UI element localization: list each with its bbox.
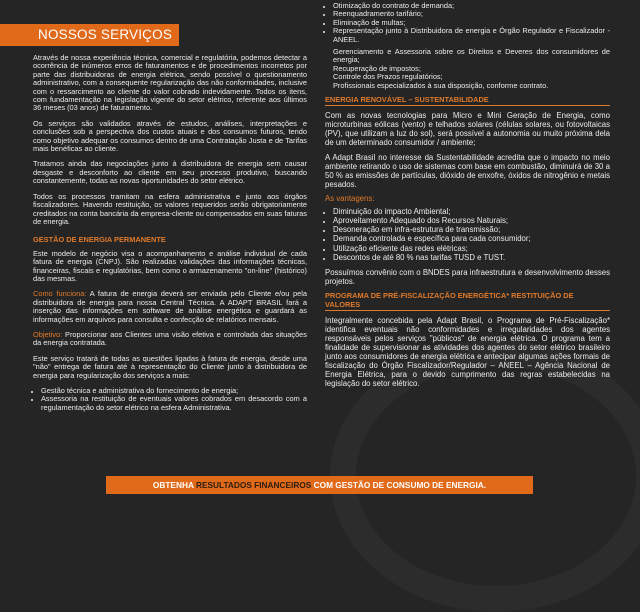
vantagens-list	[325, 207, 610, 262]
footer-banner	[106, 476, 533, 494]
list-item: • Otimização do contrato de demanda;	[333, 2, 610, 10]
services-sub-list	[325, 48, 610, 90]
gestao-bullet-list	[33, 387, 307, 412]
list-item: • Utilização eficiente das redes elétricas;	[333, 244, 610, 253]
page-title: NOSSOS SERVIÇOS	[0, 24, 179, 46]
prefiscalizacao-paragraph: Integralmente concebida pela Adapt Brasil, o Programa de Pré-Fiscalização* identifica eventuais não conformidades e irregularidades dos agentes responsáveis pelos serviços "públicos" de energia elétrica. O programa tem a finalidade de supervisionar as atividades dos agentes do setor elétrico brasileiro junto aos consumidores de energia elétrica e antecipar algumas ações formais de fiscalização do Órgão Fiscalizador/Regulador – ANEEL – Agência Nacional de Energia Elétrica, para o devido cumprimento das regras estabelecidas na legislação do setor elétrico.	[325, 315, 610, 388]
list-item: • Demanda controlada e específica para cada consumidor;	[333, 234, 610, 243]
renovavel-paragraph-1: Com as novas tecnologias para Micro e Mini Geração de Energia, como microturbinas eólicas (vento) e telhados solares (células solares, ou fotovoltaicas (PV), que utilizam a luz do sol), será possível a autonomia ou muito próxima dela de um determinado consumidor / ambiente;	[325, 111, 610, 148]
footer-text-part-1: OBTENHA	[152, 480, 196, 490]
objetivo-paragraph	[33, 331, 307, 348]
list-item: • Eliminação de multas;	[333, 19, 610, 27]
intro-paragraph-3: Tratamos ainda das negociações junto à distribuidora de energia sem causar desgaste e desconforto ao cliente em seu processo produtivo, buscando constantemente, todas as novas oportunidades do setor elétrico.	[33, 159, 307, 186]
list-item: Gerenciamento e Assessoria sobre os Direitos e Deveres dos consumidores de energia;	[333, 47, 610, 65]
intro-paragraph-1: Através de nossa experiência técnica, comercial e regulatória, podemos detectar a ocorrência de inúmeros erros de faturamentos e de procedimentos incorretos por parte das distribuidoras de energia elétrica, sendo possível o questionamento administrativo, com a consequente regularização das não conformidades, inclusive com o ressarcimento ao cliente do valor cobrado indevidamente. Todos os itens, com fundamentação na legislação vigente do setor elétrico, referente aos últimos 36 meses (03 anos) de faturamento.	[33, 53, 307, 113]
renovavel-paragraph-2: A Adapt Brasil no interesse da Sustentabilidade acredita que o impacto no meio ambiente retirando o uso de sistemas com base em combustão, diminuirá de 30 a 50 % as emissões de partículas, dióxido de enxofre, óxidos de nitrogênio e metais pesados.	[325, 153, 610, 190]
como-funciona-text: A fatura de energia deverá ser enviada pelo Cliente e/ou pela distribuidora de energia para nossa Central Técnica. A ADAPT BRASIL fará a inserção das informações em software de análise energética e guardará as informações em arquivos para consulta e confecção de relatórios mensais.	[33, 289, 307, 324]
objetivo-text: Proporcionar aos Clientes uma visão efetiva e controlada das situações da energia contratada.	[33, 329, 307, 348]
gestao-paragraph-1: Este modelo de negócio visa o acompanhamento e análise individual de cada fatura de energia (CNPJ). São realizadas validações das informações técnicas, financeiras, fiscais e regulatórias, bem como o armazenamento "on-line" (histórico) das mesmas.	[33, 248, 307, 283]
intro-paragraph-4: Todos os processos tramitam na esfera administrativa e junto aos órgãos fiscalizadores. Havendo restituição, os valores requeridos serão obrigatoriamente creditados na conta bancária da empresa-cliente ou compensados em suas faturas de energia.	[33, 191, 307, 226]
section-title-renovavel: ENERGIA RENOVÁVEL – SUSTENTABILIDADE	[325, 96, 610, 106]
list-item: Profissionais especializados à sua disposição, conforme contrato.	[333, 80, 549, 90]
footer-highlight: RESULTADOS FINANCEIROS	[195, 480, 312, 490]
como-funciona-label: Como funciona:	[33, 289, 87, 299]
objetivo-label: Objetivo:	[33, 329, 63, 339]
list-item: • Descontos de até 80 % nas tarifas TUSD e TUST.	[333, 253, 610, 262]
list-item: Recuperação de impostos;	[333, 63, 421, 73]
list-item: • Gestão técnica e administrativa do fornecimento de energia;	[41, 387, 307, 395]
como-funciona-paragraph	[33, 290, 307, 324]
list-item: Controle dos Prazos regulatórios;	[333, 72, 443, 82]
list-item: • Desoneração em infra-estrutura de transmissão;	[333, 225, 610, 234]
section-title-gestao: GESTÃO DE ENERGIA PERMANENTE	[33, 235, 166, 245]
list-item: • Representação junto à Distribuidora de energia e Órgão Regulador e Fiscalizador - ANEEL.	[333, 27, 610, 44]
list-item: • Reenquadramento tarifário;	[333, 10, 610, 18]
vantagens-label: As vantagens:	[325, 194, 375, 204]
services-bullet-list	[325, 2, 610, 44]
left-column	[33, 54, 307, 418]
footer-text-part-2: COM GESTÃO DE CONSUMO DE ENERGIA.	[311, 480, 487, 490]
intro-paragraph-2: Os serviços são validados através de estudos, análises, interpretações e conclusões sob a perspectiva dos custos atuais e dos consumos futuros, tendo como objetivo adequar os consumos dentro de uma Contratação Justa e de Tarifas mais benéficas ao cliente.	[33, 118, 307, 154]
list-item: • Assessoria na restituição de eventuais valores cobrados em desacordo com a regulamentação do setor elétrico na esfera Administrativa.	[41, 395, 307, 412]
section-title-prefiscalizacao: PROGRAMA DE PRÉ-FISCALIZAÇÃO ENERGÉTICA* RESTITUIÇÃO DE VALORES	[325, 292, 610, 311]
list-item: • Aproveitamento Adequado dos Recursos Naturais;	[333, 216, 610, 225]
footer-banner-text	[106, 476, 533, 494]
gestao-paragraph-2: Este serviço tratará de todas as questões ligadas à fatura de energia, desde uma "não" entrega de fatura até à representação do Cliente junto à distribuidora de energia para regularização dos serviços a mais:	[33, 353, 307, 380]
right-column	[325, 2, 610, 394]
list-item: • Diminuição do impacto Ambiental;	[333, 207, 610, 216]
renovavel-paragraph-3: Possuímos convênio com o BNDES para infraestrutura e desenvolvimento desses projetos.	[325, 268, 610, 287]
